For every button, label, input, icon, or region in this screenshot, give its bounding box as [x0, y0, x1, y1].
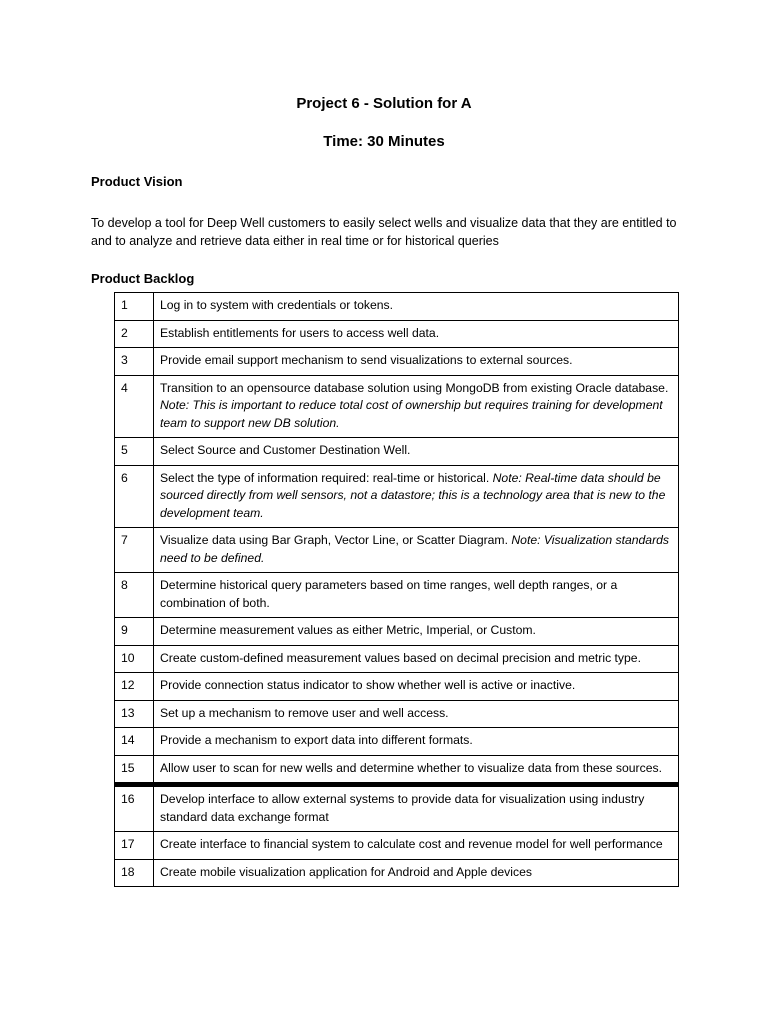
- time-limit: Time: 30 Minutes: [323, 133, 445, 150]
- product-backlog-heading: Product Backlog: [91, 271, 195, 286]
- table-row: [115, 465, 679, 528]
- backlog-item-text: Provide email support mechanism to send visualizations to external sources.: [160, 353, 573, 367]
- backlog-item-text: Allow user to scan for new wells and determine whether to visualize data from these sources.: [160, 760, 662, 775]
- backlog-item-number: 7: [115, 528, 154, 573]
- table-row: [115, 673, 679, 701]
- backlog-item-text: Determine historical query parameters based on time ranges, well depth ranges, or a combination of both.: [160, 578, 618, 610]
- backlog-item-text: Log in to system with credentials or tokens.: [160, 298, 394, 312]
- backlog-item-text: Provide a mechanism to export data into different formats.: [160, 733, 473, 747]
- backlog-item-number: 17: [115, 832, 154, 860]
- backlog-item-number: 3: [115, 348, 154, 376]
- product-vision-text: To develop a tool for Deep Well customers to easily select wells and visualize data that they are entitled to and to analyze and retrieve data either in real time or for historical queries: [91, 216, 677, 248]
- backlog-item-text: Establish entitlements for users to access well data.: [160, 325, 440, 340]
- backlog-item-text: Create custom-defined measurement values based on decimal precision and metric type.: [160, 650, 641, 665]
- backlog-item-text: Transition to an opensource database solution using MongoDB from existing Oracle database.: [160, 380, 669, 395]
- backlog-item-text: Provide connection status indicator to show whether well is active or inactive.: [160, 678, 576, 692]
- product-backlog-table: [114, 292, 679, 887]
- table-row: [115, 348, 679, 376]
- backlog-item-cell: [154, 528, 679, 573]
- backlog-item-note: Note: This is important to reduce total cost of ownership but requires training for development team to support new DB solution.: [160, 398, 663, 430]
- backlog-item-number: 13: [115, 700, 154, 728]
- table-row: [115, 293, 679, 321]
- backlog-item-number: 4: [115, 375, 154, 438]
- backlog-item-cell: [154, 673, 679, 701]
- table-row: [115, 375, 679, 438]
- backlog-item-text: Develop interface to allow external systems to provide data for visualization using industry standard data exchange format: [160, 792, 645, 824]
- backlog-item-cell: [154, 293, 679, 321]
- document-title: Project 6 - Solution for A: [296, 95, 472, 112]
- table-row: [115, 438, 679, 466]
- backlog-item-cell: [154, 465, 679, 528]
- backlog-item-note: Note: Real-time data should be sourced directly from well sensors, not a datastore; this is a technology area that is new to the development team.: [160, 470, 666, 520]
- table-row: [115, 700, 679, 728]
- backlog-item-number: 14: [115, 728, 154, 756]
- backlog-item-number: 10: [115, 645, 154, 673]
- backlog-item-text: Select the type of information required: real-time or historical.: [160, 470, 490, 485]
- table-row: [115, 320, 679, 348]
- table-row: [115, 832, 679, 860]
- backlog-item-number: 1: [115, 293, 154, 321]
- backlog-item-cell: [154, 859, 679, 887]
- backlog-item-number: 12: [115, 673, 154, 701]
- table-row: [115, 528, 679, 573]
- backlog-item-number: 2: [115, 320, 154, 348]
- table-row: [115, 859, 679, 887]
- backlog-item-number: 6: [115, 465, 154, 528]
- backlog-item-cell: [154, 832, 679, 860]
- backlog-item-cell: [154, 755, 679, 785]
- table-row: [115, 785, 679, 832]
- backlog-item-text: Create mobile visualization application for Android and Apple devices: [160, 864, 532, 879]
- backlog-item-text: Set up a mechanism to remove user and well access.: [160, 705, 449, 720]
- backlog-item-text: Visualize data using Bar Graph, Vector Line, or Scatter Diagram.: [160, 533, 508, 547]
- backlog-item-number: 15: [115, 755, 154, 785]
- product-vision-heading: Product Vision: [91, 174, 183, 189]
- backlog-item-number: 9: [115, 618, 154, 646]
- backlog-item-text: Select Source and Customer Destination Well.: [160, 443, 411, 457]
- backlog-item-number: 5: [115, 438, 154, 466]
- backlog-item-cell: [154, 618, 679, 646]
- table-row: [115, 755, 679, 785]
- table-row: [115, 728, 679, 756]
- table-row: [115, 618, 679, 646]
- backlog-item-cell: [154, 320, 679, 348]
- backlog-item-cell: [154, 700, 679, 728]
- backlog-item-cell: [154, 645, 679, 673]
- backlog-item-cell: [154, 785, 679, 832]
- backlog-item-cell: [154, 375, 679, 438]
- table-row: [115, 573, 679, 618]
- backlog-item-note: Note: Visualization standards need to be defined.: [160, 533, 670, 565]
- table-row: [115, 645, 679, 673]
- backlog-item-number: 16: [115, 785, 154, 832]
- backlog-item-number: 8: [115, 573, 154, 618]
- backlog-item-cell: [154, 348, 679, 376]
- backlog-item-number: 18: [115, 859, 154, 887]
- backlog-item-text: Create interface to financial system to calculate cost and revenue model for well performance: [160, 837, 663, 851]
- backlog-item-text: Determine measurement values as either Metric, Imperial, or Custom.: [160, 623, 536, 637]
- backlog-item-cell: [154, 573, 679, 618]
- backlog-item-cell: [154, 728, 679, 756]
- backlog-item-cell: [154, 438, 679, 466]
